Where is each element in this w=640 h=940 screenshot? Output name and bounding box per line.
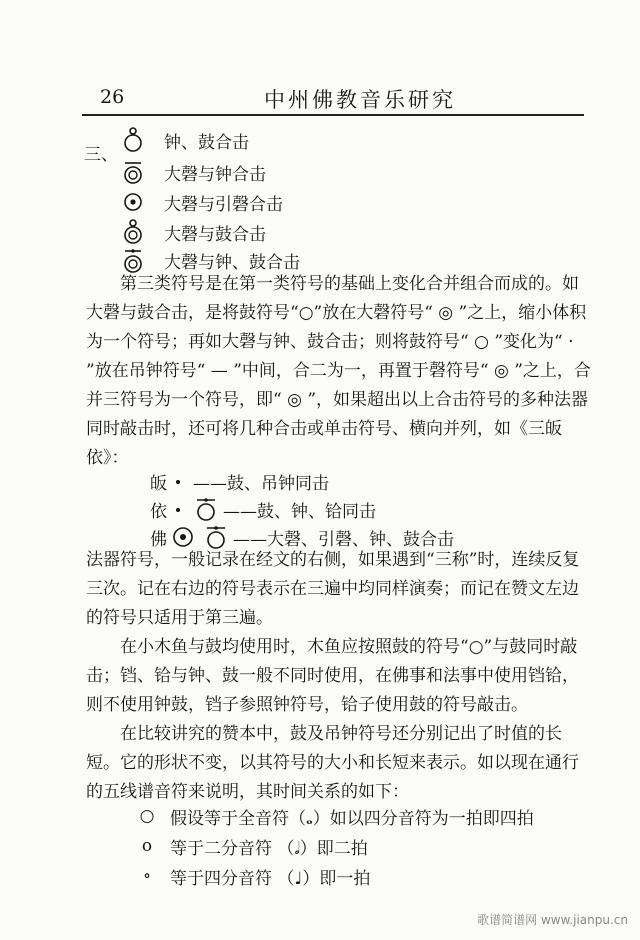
- symbol-label: 大磬与鼓合击: [164, 224, 266, 245]
- watermark: 歌谱简谱网 www.jianpu.cn: [477, 913, 628, 927]
- quarter-circle-icon: ∘: [142, 866, 152, 886]
- note-text: 假设等于全音符（𝅝）如以四分音符为一拍即四拍: [170, 808, 534, 829]
- note-row: [132, 862, 370, 890]
- example-char: 皈: [150, 473, 167, 494]
- half-circle-icon: o: [141, 836, 153, 856]
- whole-circle-icon: ○: [139, 806, 155, 826]
- section-number: 三、: [84, 145, 118, 165]
- body-paragraph: 第三类符号是在第一类符号的基础上变化合并组合而成的。如大磬与鼓合击，是将鼓符号“○”放在大磬符号“ ◎ ”之上，缩小体积为一个符号；再如大磬与钟、鼓合击；则将鼓符号“ ○ ”变化为“ · ”放在吊钟符号“ — ”中间，合二为一，再置于磬符号“ ◎ ”之上，合并三符号为一个符号，即“ ◎ ”，如果超出以上合击符号的多种法器同时敲击时，还可将几种合击或单击符号、横向并列，如《三皈依》：: [86, 274, 591, 468]
- body-paragraph: 在比较讲究的赞本中，鼓及吊钟符号还分别记出了时值的长短。它的形状不变，以其符号的大小和长短来表示。如以现在通行的五线谱音符来说明，其时间关系的如下：: [86, 724, 579, 802]
- note-text: 等于二分音符 （𝅗𝅥）即二拍: [170, 838, 368, 859]
- drum-dot-icon: [171, 471, 185, 491]
- bar-over-ring-icon: [193, 495, 219, 523]
- example-row: [150, 494, 376, 524]
- symbol-row: [118, 188, 283, 216]
- example-desc: ——大磬、引磬、钟、鼓合击: [233, 529, 454, 550]
- note-text: 等于四分音符 （♩）即一拍: [170, 868, 371, 889]
- note-row: [132, 832, 368, 860]
- dotted-ring-icon: [118, 188, 148, 216]
- symbol-row: [118, 126, 249, 154]
- running-title: 中州佛教音乐研究: [264, 88, 456, 112]
- example-desc: ——鼓、钟、铪同击: [223, 501, 376, 522]
- small-circle-over-ring-icon: [118, 218, 148, 246]
- note-row: [132, 802, 534, 830]
- symbol-row: [118, 158, 266, 186]
- body-paragraph: 在小木鱼与鼓均使用时，木鱼应按照鼓的符号“○”与鼓同时敲击；铛、铪与钟、鼓一般不同时使用，在佛事和法事中使用铛铪，则不使用钟鼓，铛子参照钟符号，铪子使用鼓的符号敲击。: [86, 637, 579, 715]
- symbol-label: 大磬与引磬合击: [164, 194, 283, 215]
- header-rule: [82, 114, 584, 116]
- example-row: [150, 466, 329, 496]
- symbol-label: 大磬与钟合击: [164, 164, 266, 185]
- symbol-label: 钟、鼓合击: [164, 132, 249, 153]
- body-paragraph: 法器符号，一般记录在经文的右侧，如果遇到“三称”时，连续反复三次。记在右边的符号表示在三遍中均同样演奏；而记在赞文左边的符号只适用于第三遍。: [86, 550, 580, 628]
- example-desc: ——鼓、吊钟同击: [193, 473, 329, 494]
- example-char: 佛: [150, 529, 167, 550]
- ring-under-bar-icon: [118, 158, 148, 186]
- symbol-row: [118, 218, 266, 246]
- drum-dot-icon: [171, 499, 185, 519]
- small-circle-over-ring-icon: [118, 126, 148, 154]
- example-char: 依: [150, 501, 167, 522]
- page-number: 26: [100, 86, 125, 108]
- symbol-label: 大磬与钟、鼓合击: [164, 252, 300, 273]
